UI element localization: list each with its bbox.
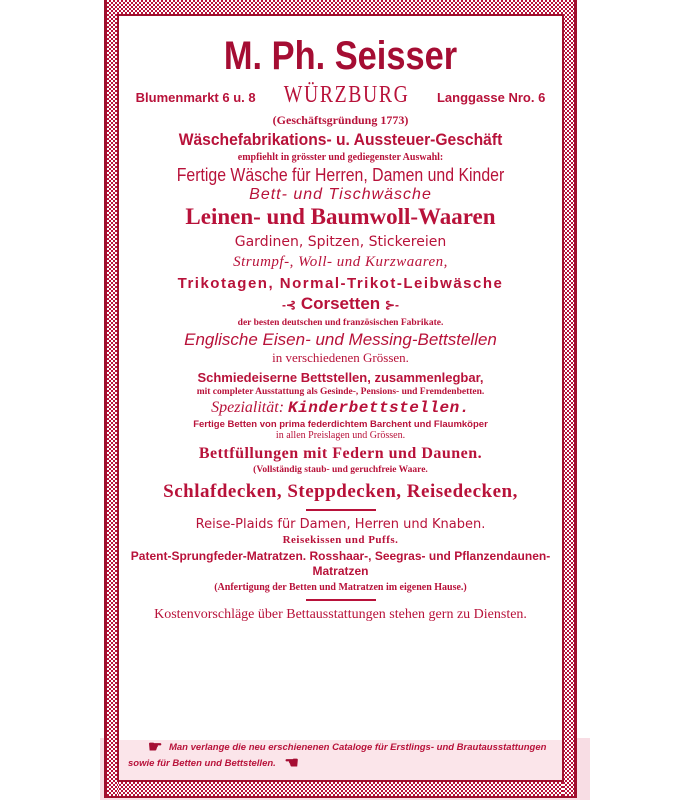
corsets-label: Corsetten [300, 294, 381, 313]
divider [306, 509, 376, 511]
wrought-iron-beds: Schmiedeiserne Bettstellen, zusammenlegbar, [197, 370, 484, 385]
company-name: M. Ph. Seisser [223, 34, 458, 78]
pointing-hand-right-icon: ☛ [148, 739, 163, 756]
dust-free-note: (Vollständig staub- und geruchfreie Waare. [253, 465, 428, 475]
city-name: WÜRZBURG [283, 82, 410, 108]
ornament-left-icon: -⊰ [282, 298, 297, 312]
founding-year: (Geschäftsgründung 1773) [272, 113, 409, 127]
checkered-border-top [107, 0, 574, 14]
business-type: Wäschefabrikations- u. Aussteuer-Geschäft [178, 130, 503, 149]
all-prices: in allen Preislagen und Grössen. [275, 430, 406, 441]
linen-cotton-goods: Leinen- und Baumwoll-Waaren [185, 204, 496, 229]
pointing-hand-left-icon: ☚ [284, 755, 299, 772]
ornament-right-icon: ⊱- [384, 298, 399, 312]
catalog-note [128, 740, 558, 772]
travel-plaids: Reise-Plaids für Damen, Herren und Knaben. [195, 517, 486, 532]
specialty-label: Spezialität: [211, 399, 285, 416]
specialty-value: Kinderbettstellen. [288, 399, 470, 417]
specialty-line [119, 399, 562, 417]
cost-estimates: Kostenvorschläge über Bettausstattungen stehen gern zu Diensten. [154, 607, 527, 622]
mattresses: Patent-Sprungfeder-Matratzen. Rosshaar-, Seegras- und Pflanzendaunen-Matratzen [130, 549, 551, 578]
travel-pillows: Reisekissen und Puffs. [282, 534, 399, 546]
stockings-line: Strumpf-, Woll- und Kurzwaaren, [233, 254, 448, 270]
divider [306, 599, 376, 601]
corsets-line [119, 294, 562, 314]
checkered-border-right [563, 0, 574, 796]
address-left: Blumenmarkt 6 u. 8 [135, 90, 256, 105]
catalog-note-text: Man verlange die neu erschienenen Cataloge für Erstlings- und Brautausstattungen sowie für Betten und Bettstellen. [128, 742, 547, 769]
checkered-border-bottom [107, 782, 574, 796]
address-right: Langgasse Nro. 6 [436, 90, 546, 105]
ready-beds: Fertige Betten von prima federdichtem Barchent und Flaumköper [193, 419, 488, 430]
recommends-line: empfiehlt in grösster und gediegenster Auswahl: [237, 152, 444, 163]
tricot-line: Trikotagen, Normal-Trikot-Leibwäsche [177, 275, 504, 292]
complete-outfit: mit completer Ausstattung als Gesinde-, Pensions- und Fremdenbetten. [196, 387, 485, 397]
best-factories: der besten deutschen und französischen Fabrikate. [237, 318, 444, 328]
blankets-line: Schlafdecken, Steppdecken, Reisedecken, [163, 481, 518, 502]
tinted-bottom-band-edge [577, 744, 590, 800]
bed-fillings: Bettfüllungen mit Federn und Daunen. [198, 445, 483, 462]
advertisement-body [119, 16, 562, 623]
bed-table-linen: Bett- und Tischwäsche [249, 186, 432, 203]
own-manufacture: (Anfertigung der Betten und Matratzen im eigenen Hause.) [214, 582, 467, 593]
curtains-line: Gardinen, Spitzen, Stickereien [234, 234, 447, 250]
various-sizes: in verschiedenen Grössen. [272, 350, 409, 365]
ready-linen: Fertige Wäsche für Herren, Damen und Kinder [176, 165, 505, 185]
address-row [119, 82, 562, 109]
english-beds: Englische Eisen- und Messing-Bettstellen [184, 330, 497, 349]
